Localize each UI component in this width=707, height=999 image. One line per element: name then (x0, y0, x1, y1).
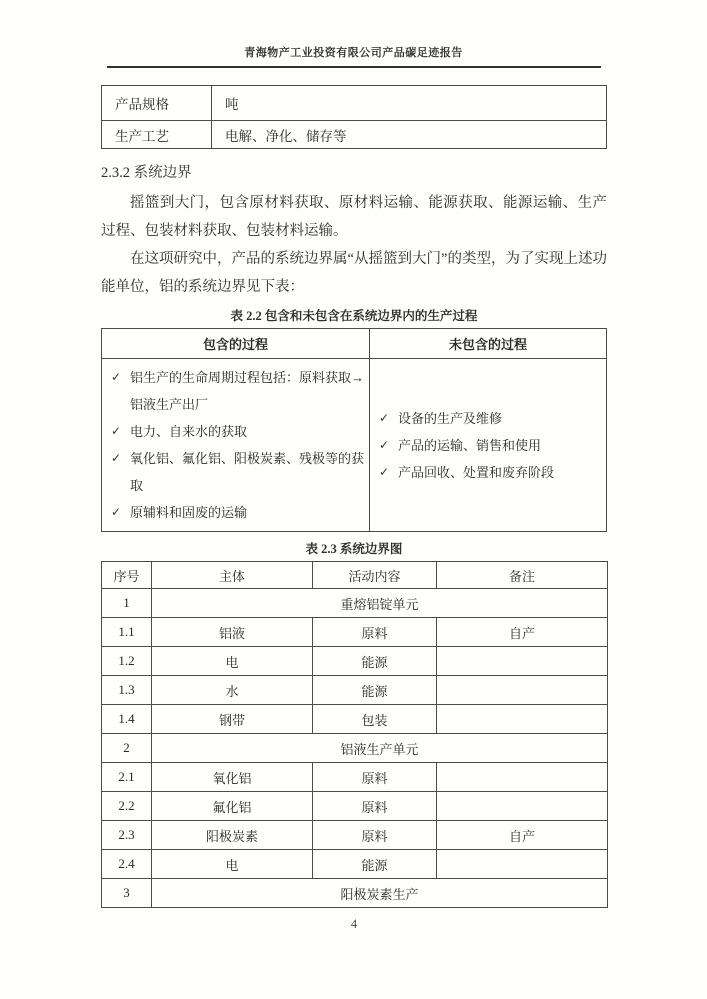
excluded-item-text: 产品回收、处置和废弃阶段 (398, 464, 555, 480)
unit-span-cell: 铝液生产单元 (152, 734, 608, 763)
subject-cell: 水 (152, 676, 313, 705)
column-header-no: 序号 (102, 562, 152, 589)
row-number-cell: 2 (102, 734, 152, 763)
included-header-cell: 包含的过程 (102, 329, 370, 359)
activity-cell: 能源 (313, 850, 437, 879)
spec-value: 吨 (212, 86, 607, 121)
note-cell (437, 763, 608, 792)
table-row (102, 763, 608, 792)
check-icon: ✓ (111, 370, 122, 384)
table-2-2 (101, 328, 607, 532)
table-2-3-header-row (102, 562, 608, 589)
spec-row (102, 86, 607, 121)
row-number-cell: 1.3 (102, 676, 152, 705)
table-2-3-caption: 表 2.3 系统边界图 (305, 542, 403, 556)
table-row-unit (102, 734, 608, 763)
activity-cell: 包装 (313, 705, 437, 734)
included-item (102, 499, 369, 526)
table-row-unit (102, 589, 608, 618)
row-number-cell: 2.1 (102, 763, 152, 792)
table-row (102, 647, 608, 676)
included-item-text: 电力、自来水的获取 (130, 424, 248, 439)
included-item (102, 364, 369, 418)
activity-cell: 原料 (313, 763, 437, 792)
activity-cell: 能源 (313, 676, 437, 705)
spec-row (102, 121, 607, 149)
activity-cell: 能源 (313, 647, 437, 676)
note-cell (437, 850, 608, 879)
activity-cell: 原料 (313, 618, 437, 647)
note-cell (437, 792, 608, 821)
header-title: 青海物产工业投资有限公司产品碳足迹报告 (107, 44, 601, 68)
column-header-subject: 主体 (152, 562, 313, 589)
spec-value: 电解、净化、储存等 (212, 121, 607, 149)
row-number-cell: 2.3 (102, 821, 152, 850)
included-cell (102, 359, 370, 532)
row-number-cell: 1 (102, 589, 152, 618)
check-icon: ✓ (379, 437, 390, 452)
check-icon: ✓ (111, 424, 122, 438)
subject-cell: 阳极炭素 (152, 821, 313, 850)
excluded-cell (370, 359, 607, 532)
note-cell: 自产 (437, 821, 608, 850)
unit-span-cell: 阳极炭素生产 (152, 879, 608, 908)
note-cell (437, 647, 608, 676)
column-header-note: 备注 (437, 562, 608, 589)
table-row (102, 821, 608, 850)
table-row (102, 792, 608, 821)
subject-cell: 氧化铝 (152, 763, 313, 792)
subject-cell: 铝液 (152, 618, 313, 647)
table-2-2-body-row (102, 359, 607, 532)
included-item-text: 铝生产的生命周期过程包括：原料获取→铝液生产出厂 (130, 370, 365, 412)
subject-cell: 钢带 (152, 705, 313, 734)
table-2-2-caption: 表 2.2 包含和未包含在系统边界内的生产过程 (230, 309, 478, 323)
row-number-cell: 1.2 (102, 647, 152, 676)
table-2-2-header-row (102, 329, 607, 359)
included-item-text: 原辅料和固废的运输 (130, 505, 248, 520)
spec-table (101, 85, 607, 149)
subject-cell: 电 (152, 647, 313, 676)
included-item (102, 418, 369, 445)
spec-label: 产品规格 (102, 86, 212, 121)
excluded-item (370, 432, 606, 459)
table-2-3 (101, 561, 608, 908)
unit-span-cell: 重熔铝锭单元 (152, 589, 608, 618)
row-number-cell: 2.4 (102, 850, 152, 879)
body-paragraph: 摇篮到大门，包含原材料获取、原材料运输、能源获取、能源运输、生产过程、包装材料获取、包装材料运输。 (101, 195, 607, 239)
check-icon: ✓ (111, 451, 122, 465)
check-icon: ✓ (379, 464, 390, 479)
row-number-cell: 2.2 (102, 792, 152, 821)
page-header (107, 0, 601, 68)
table-row (102, 705, 608, 734)
note-cell (437, 676, 608, 705)
table-row (102, 676, 608, 705)
table-row (102, 618, 608, 647)
excluded-item-text: 设备的生产及维修 (398, 410, 503, 426)
column-header-activity: 活动内容 (313, 562, 437, 589)
page-content (101, 85, 607, 932)
note-cell: 自产 (437, 618, 608, 647)
body-paragraph: 在这项研究中，产品的系统边界属“从摇篮到大门”的类型，为了实现上述功能单位，铝的系统边界见下表： (101, 251, 607, 295)
subject-cell: 电 (152, 850, 313, 879)
note-cell (437, 705, 608, 734)
row-number-cell: 3 (102, 879, 152, 908)
excluded-item-text: 产品的运输、销售和使用 (398, 437, 542, 453)
excluded-item (370, 405, 606, 432)
check-icon: ✓ (379, 410, 390, 425)
activity-cell: 原料 (313, 792, 437, 821)
section-body (101, 189, 607, 301)
page-number: 4 (350, 917, 358, 931)
excluded-item (370, 459, 606, 486)
table-row (102, 850, 608, 879)
section-heading: 2.3.2 系统边界 (101, 165, 192, 181)
included-item-text: 氧化铝、氟化铝、阳极炭素、残极等的获取 (130, 451, 365, 493)
table-row-unit (102, 879, 608, 908)
row-number-cell: 1.1 (102, 618, 152, 647)
check-icon: ✓ (111, 505, 122, 519)
included-item (102, 445, 369, 499)
row-number-cell: 1.4 (102, 705, 152, 734)
spec-label: 生产工艺 (102, 121, 212, 149)
activity-cell: 原料 (313, 821, 437, 850)
subject-cell: 氟化铝 (152, 792, 313, 821)
excluded-header-cell: 未包含的过程 (370, 329, 607, 359)
